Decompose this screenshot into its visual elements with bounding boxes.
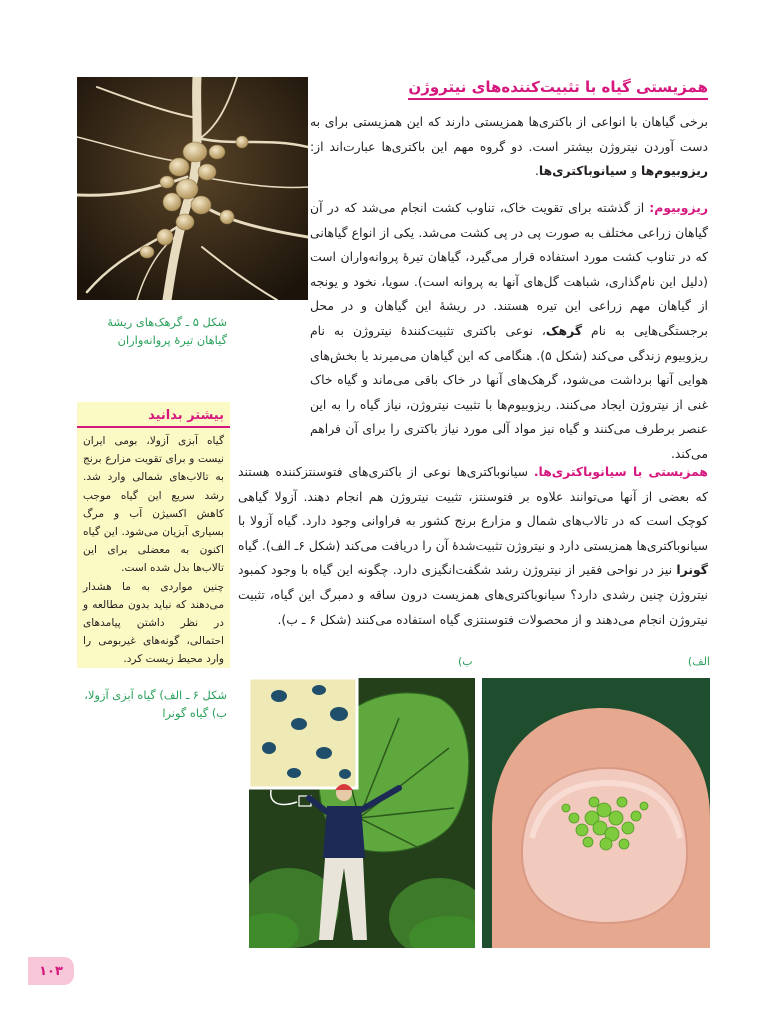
more-info-sidebar [77, 402, 230, 668]
rhizobium-label: ریزوبیوم: [649, 200, 708, 215]
intro-paragraph: برخی گیاهان با انواعی از باکتری‌ها همزیستی دارند که این همزیستی برای به دست آوردن نیتروژن بیشتر است. دو گروه مهم این باکتری‌ها عبارت‌اند از: ریزوبیوم‌ها و سیانوباکتری‌ها. [310, 114, 708, 179]
figure-6-caption: شکل ۶ ـ الف) گیاه آبزی آزولا، ب) گیاه گونرا [84, 688, 227, 720]
gunnera-illustration [249, 678, 475, 948]
figure-6a-azolla-photo [482, 678, 710, 948]
figure-5-root-nodules-photo [77, 77, 308, 300]
sidebar-text: گیاه آبزی آزولا، بومی ایران نیست و برای تقویت مزارع برنج به تالاب‌های شمالی وارد شد. رشد سریع این گیاه موجب کاهش اکسیژن آب و مرگ بسیاری آبزیان می‌شود. این گیاه اکنون به معضلی برای این تالاب‌ها بدل شده است. چنین مواردی به ما هشدار می‌دهند که نباید بدون مطالعه و در نظر داشتن پیامدهای احتمالی، گونه‌های غیربومی را وارد محیط زیست کرد. [83, 435, 224, 666]
sidebar-title: بیشتر بدانید [77, 402, 230, 428]
rhizobium-paragraph: ریزوبیوم: از گذشته برای تقویت خاک، تناوب کشت انجام می‌شد که در آن گیاهان زراعی مختلف به صورت پی در پی کشت می‌شد. یکی از انواع گیاهانی که در تناوب کشت مورد استفاده قرار می‌گیرد، گیاهان تیرهٔ پروانه‌واران است (دلیل این نام‌گذاری، شباهت گل‌های آنها به پروانه است). سویا، نخود و یونجه از گیاهان مهم زراعی این تیره هستند. در ریشهٔ این گیاهان و در محل برجستگی‌هایی به نام گرهک، نوعی باکتری تثبیت‌کنندهٔ نیتروژن به نام ریزوبیوم زندگی می‌کند (شکل ۵). هنگامی که این گیاهان می‌میرند یا بخش‌های هوایی آنها برداشت می‌شود، گرهک‌های آنها در خاک باقی می‌ماند و گیاه خاک غنی از نیتروژن ایجاد می‌کنند. ریزوبیوم‌ها با تثبیت نیتروژن، نیاز گیاه را به این عنصر برطرف می‌کنند و گیاه نیز مواد آلی مورد نیاز باکتری را برای آن فراهم می‌کند. [310, 200, 708, 461]
cyanobacteria-paragraph: همزیستی با سیانوباکتری‌ها. سیانوباکتری‌ها نوعی از باکتری‌های فتوسنتزکننده هستند که بعضی از آنها می‌توانند علاوه بر فتوسنتز، تثبیت نیتروژن هم انجام دهند. آزولا گیاهی کوچک است که در تالاب‌های شمال و مزارع برنج کشور به فراوانی وجود دارد. گیاه آزولا با سیانوباکتری‌ها همزیستی دارد و نیتروژن تثبیت‌شدهٔ آن را دریافت می‌کند (شکل ۶ـ الف). گیاه گونرا نیز در نواحی فقیر از نیتروژن رشد شگفت‌انگیزی دارد. چگونه این گیاه با وجود کمبود نیتروژن چنین رشدی دارد؟ سیانوباکتری‌های همزیست درون ساقه و دمبرگ این گیاه، تثبیت نیتروژن انجام می‌دهند و از محصولات فتوسنتزی گیاه استفاده می‌کنند (شکل ۶ ـ ب). [238, 464, 708, 627]
figure-5-caption: شکل ۵ ـ گرهک‌های ریشهٔ گیاهان تیرهٔ پروانه‌واران [107, 315, 227, 347]
section-title-nitrogen-fixers: همزیستی گیاه با تثبیت‌کننده‌های نیتروژن [408, 78, 708, 100]
figure-6b-label: ب) [458, 655, 473, 668]
cyanobacteria-title: همزیستی با سیانوباکتری‌ها. [533, 464, 708, 479]
page-number: ۱۰۳ [28, 957, 74, 985]
root-nodules-illustration [77, 77, 308, 300]
figure-6b-gunnera-photo [249, 678, 475, 948]
figure-6a-label: الف) [687, 655, 710, 668]
azolla-fingertip-illustration [482, 678, 710, 948]
